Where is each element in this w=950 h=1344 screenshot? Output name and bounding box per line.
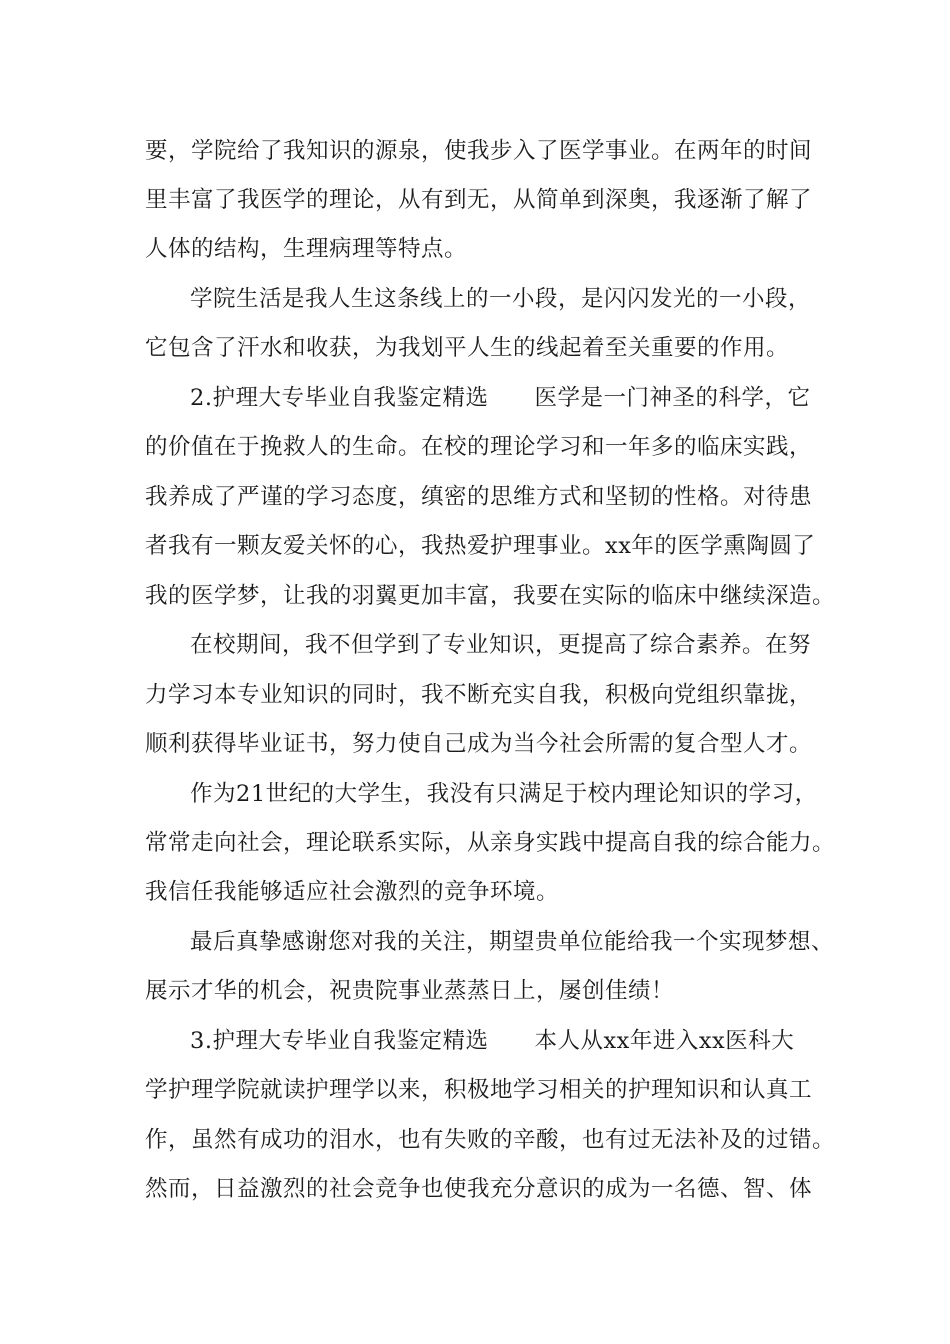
text-line: 学护理学院就读护理学以来，积极地学习相关的护理知识和认真工 bbox=[145, 1077, 813, 1103]
text-line: 展示才华的机会，祝贵院事业蒸蒸日上，屡创佳绩！ bbox=[145, 978, 675, 1004]
text-line: 然而，日益激烈的社会竞争也使我充分意识的成为一名德、智、体 bbox=[145, 1176, 813, 1202]
text-line: 在校期间，我不但学到了专业知识，更提高了综合素养。在努 bbox=[190, 632, 812, 658]
text-line: 它包含了汗水和收获，为我划平人生的线起着至关重要的作用。 bbox=[145, 335, 790, 361]
text-line: 顺利获得毕业证书，努力使自己成为当今社会所需的复合型人才。 bbox=[145, 731, 813, 757]
text-line: 作为21世纪的大学生，我没有只满足于校内理论知识的学习， bbox=[190, 781, 818, 807]
text-line: 力学习本专业知识的同时，我不断充实自我，积极向党组织靠拢， bbox=[145, 682, 813, 708]
text-line: 我信任我能够适应社会激烈的竞争环境。 bbox=[145, 879, 560, 905]
text-line: 我的医学梦，让我的羽翼更加丰富，我要在实际的临床中继续深造。 bbox=[145, 583, 836, 609]
text-line: 要，学院给了我知识的源泉，使我步入了医学事业。在两年的时间 bbox=[145, 138, 813, 164]
text-line: 作，虽然有成功的泪水，也有失败的辛酸，也有过无法补及的过错。 bbox=[145, 1127, 836, 1153]
text-line: 学院生活是我人生这条线上的一小段，是闪闪发光的一小段， bbox=[190, 286, 812, 312]
text-line: 里丰富了我医学的理论，从有到无，从简单到深奥，我逐渐了解了 bbox=[145, 187, 813, 213]
text-line: 人体的结构，生理病理等特点。 bbox=[145, 236, 468, 262]
text-line: 3.护理大专毕业自我鉴定精选 本人从xx年进入xx医科大 bbox=[190, 1028, 795, 1054]
text-line: 的价值在于挽救人的生命。在校的理论学习和一年多的临床实践， bbox=[145, 434, 813, 460]
text-line: 常常走向社会，理论联系实际，从亲身实践中提高自我的综合能力。 bbox=[145, 830, 836, 856]
text-line: 最后真挚感谢您对我的关注，期望贵单位能给我一个实现梦想、 bbox=[190, 929, 835, 955]
text-line: 者我有一颗友爱关怀的心，我热爱护理事业。xx年的医学熏陶圆了 bbox=[145, 533, 816, 559]
text-line: 2.护理大专毕业自我鉴定精选 医学是一门神圣的科学，它 bbox=[190, 385, 811, 411]
text-line: 我养成了严谨的学习态度，缜密的思维方式和坚韧的性格。对待患 bbox=[145, 484, 813, 510]
